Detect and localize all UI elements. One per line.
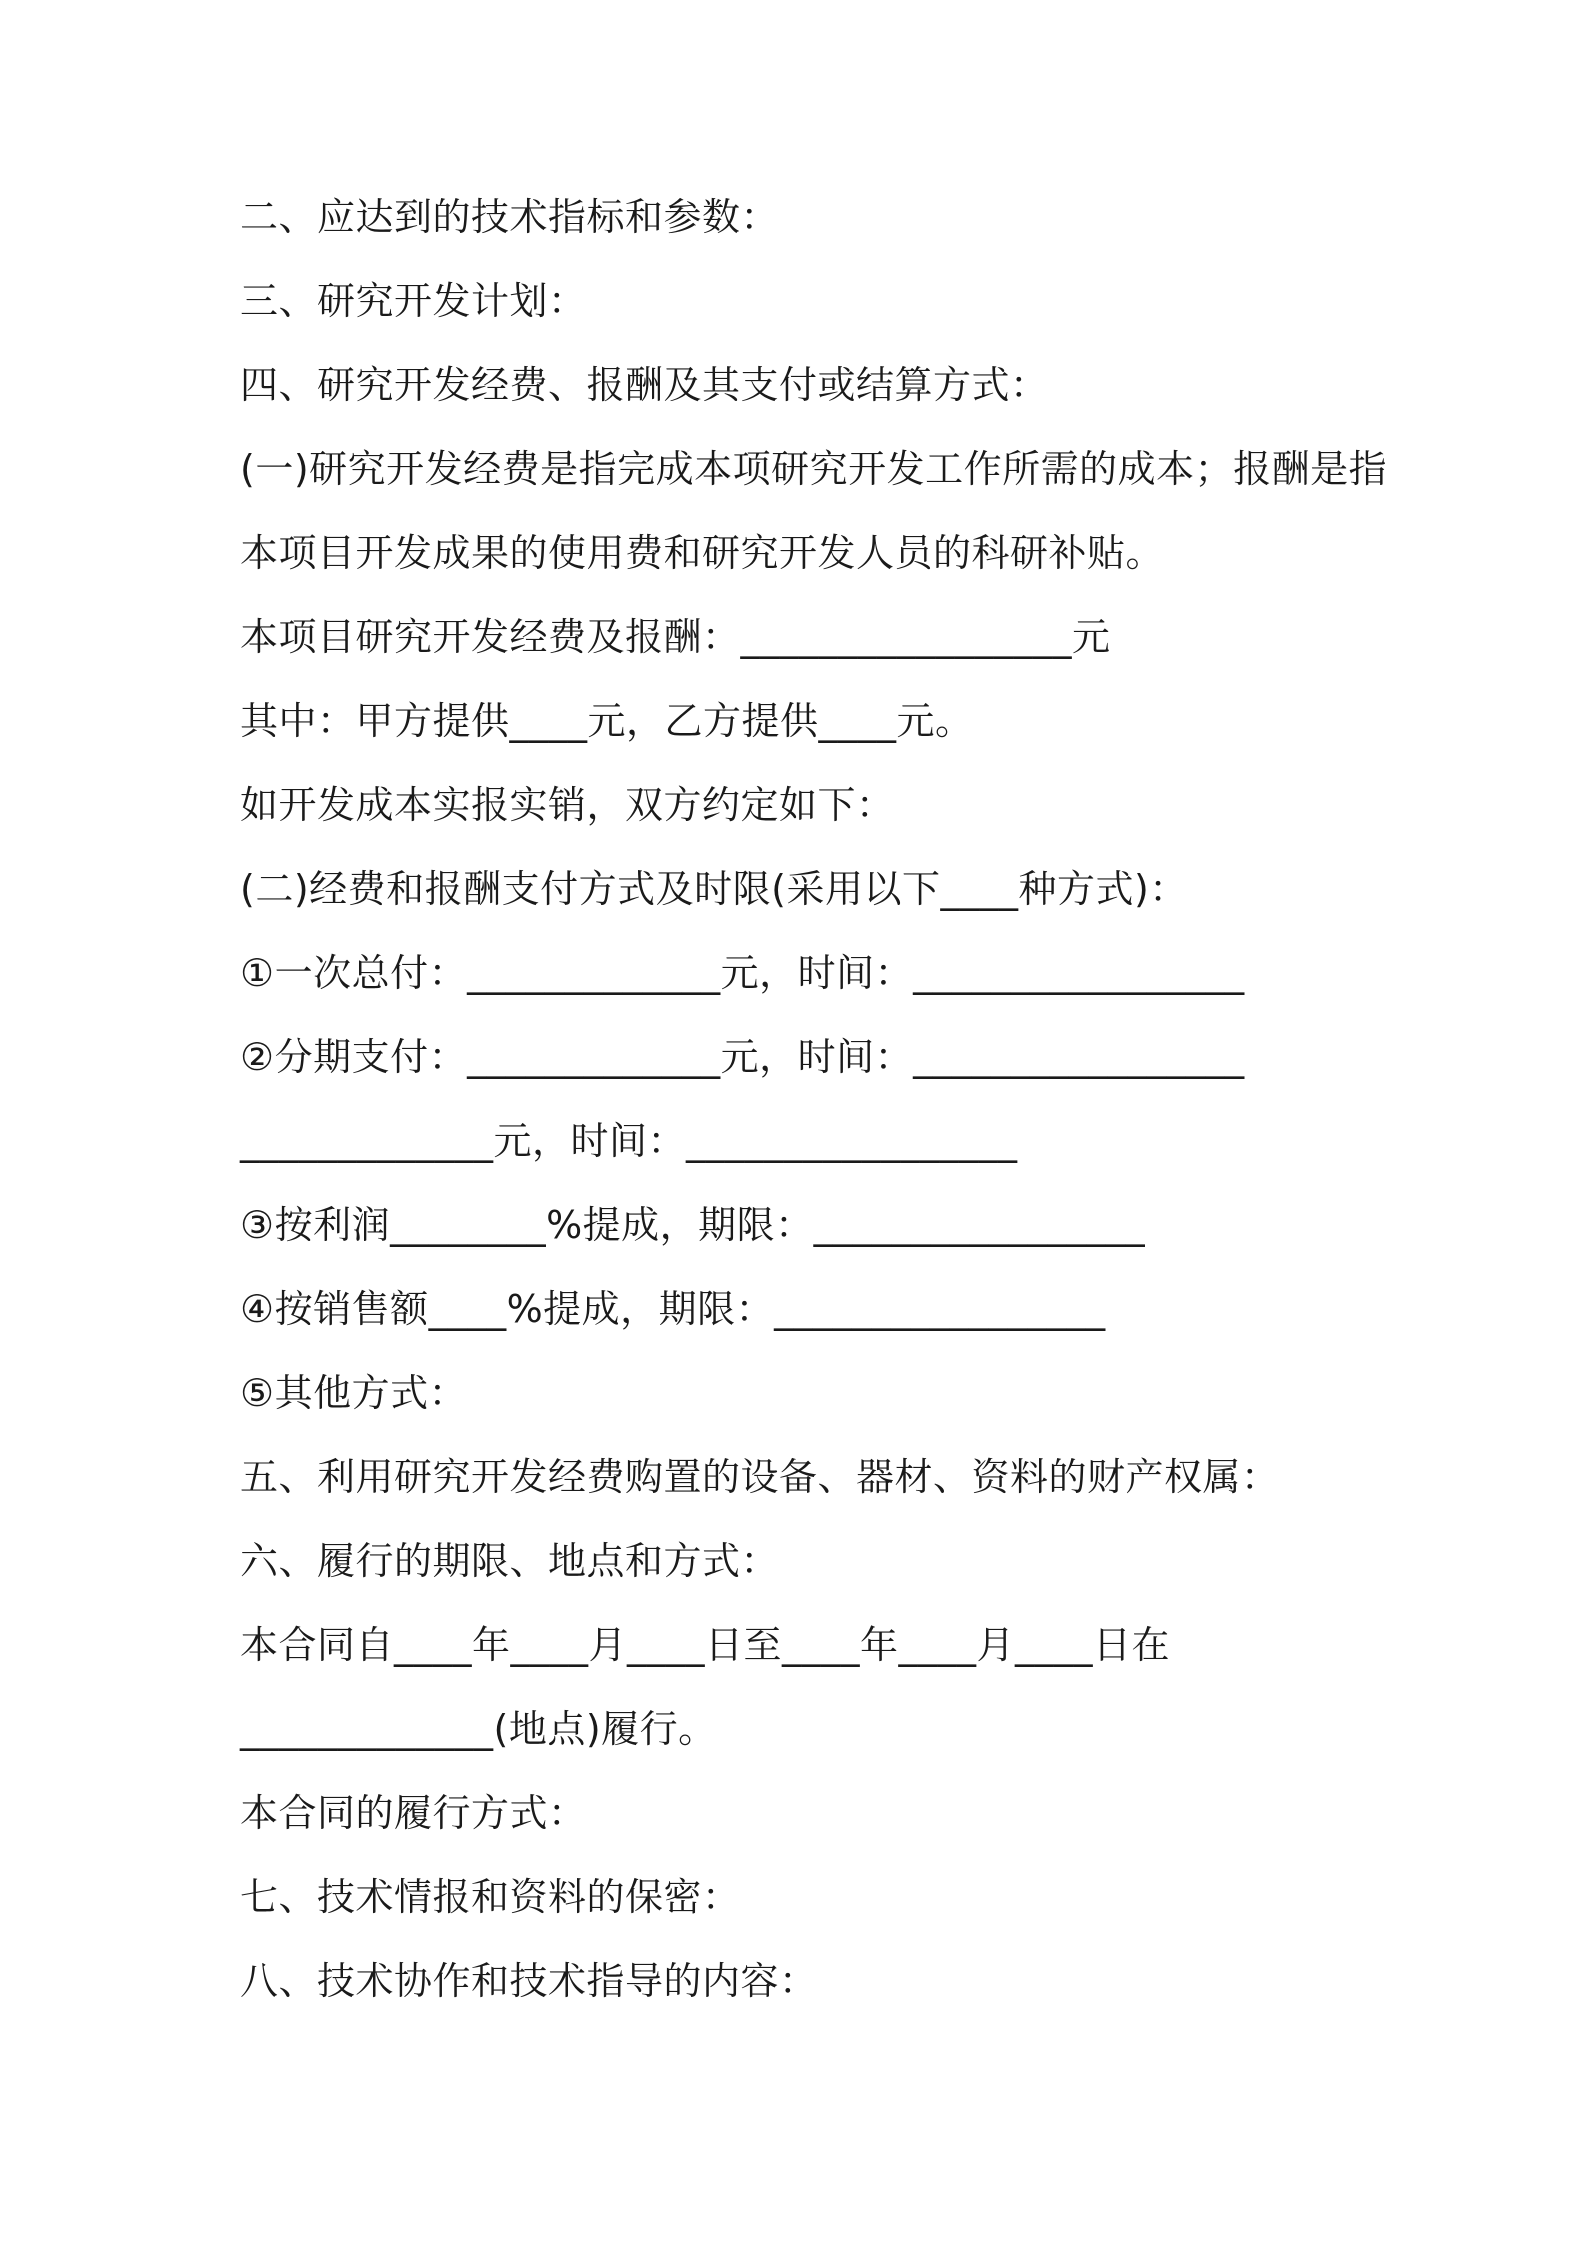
contract-text xyxy=(240,195,1400,2043)
clause-8-heading: 八、技术协作和技术指导的内容： xyxy=(240,1959,818,2003)
clause-5-heading: 五、利用研究开发经费购置的设备、器材、资料的财产权属： xyxy=(240,1455,1280,1499)
payment-option-1: ①一次总付：_____________元，时间：_________________ xyxy=(240,951,1245,995)
clause-4-1-text-line-2: 本项目开发成果的使用费和研究开发人员的科研补贴。 xyxy=(240,531,1165,575)
payment-option-2: ②分期支付：_____________元，时间：_________________ xyxy=(240,1035,1245,1079)
clause-4-1-text-line-1: (一)研究开发经费是指完成本项研究开发工作所需的成本；报酬是指 xyxy=(240,447,1388,491)
contract-period-line: 本合同自____年____月____日至____年____月____日在 xyxy=(240,1623,1171,1667)
payment-option-4: ④按销售额____%提成，期限：_________________ xyxy=(240,1287,1106,1331)
clause-4-heading: 四、研究开发经费、报酬及其支付或结算方式： xyxy=(240,363,1049,407)
payment-option-2-continued: _____________元，时间：_________________ xyxy=(240,1119,1018,1163)
contract-location-line: _____________(地点)履行。 xyxy=(240,1707,717,1751)
payment-option-3: ③按利润________%提成，期限：_________________ xyxy=(240,1203,1146,1247)
clause-6-heading: 六、履行的期限、地点和方式： xyxy=(240,1539,780,1583)
payment-option-5: ⑤其他方式： xyxy=(240,1371,468,1415)
party-contribution-line: 其中：甲方提供____元，乙方提供____元。 xyxy=(240,699,974,743)
total-funding-line: 本项目研究开发经费及报酬：_________________元 xyxy=(240,615,1111,659)
performance-method-line: 本合同的履行方式： xyxy=(240,1791,587,1835)
clause-3-heading: 三、研究开发计划： xyxy=(240,279,587,323)
clause-4-2-heading: (二)经费和报酬支付方式及时限(采用以下____种方式)： xyxy=(240,867,1188,911)
cost-reimbursement-line: 如开发成本实报实销，双方约定如下： xyxy=(240,783,895,827)
clause-2-heading: 二、应达到的技术指标和参数： xyxy=(240,195,780,239)
clause-7-heading: 七、技术情报和资料的保密： xyxy=(240,1875,741,1919)
